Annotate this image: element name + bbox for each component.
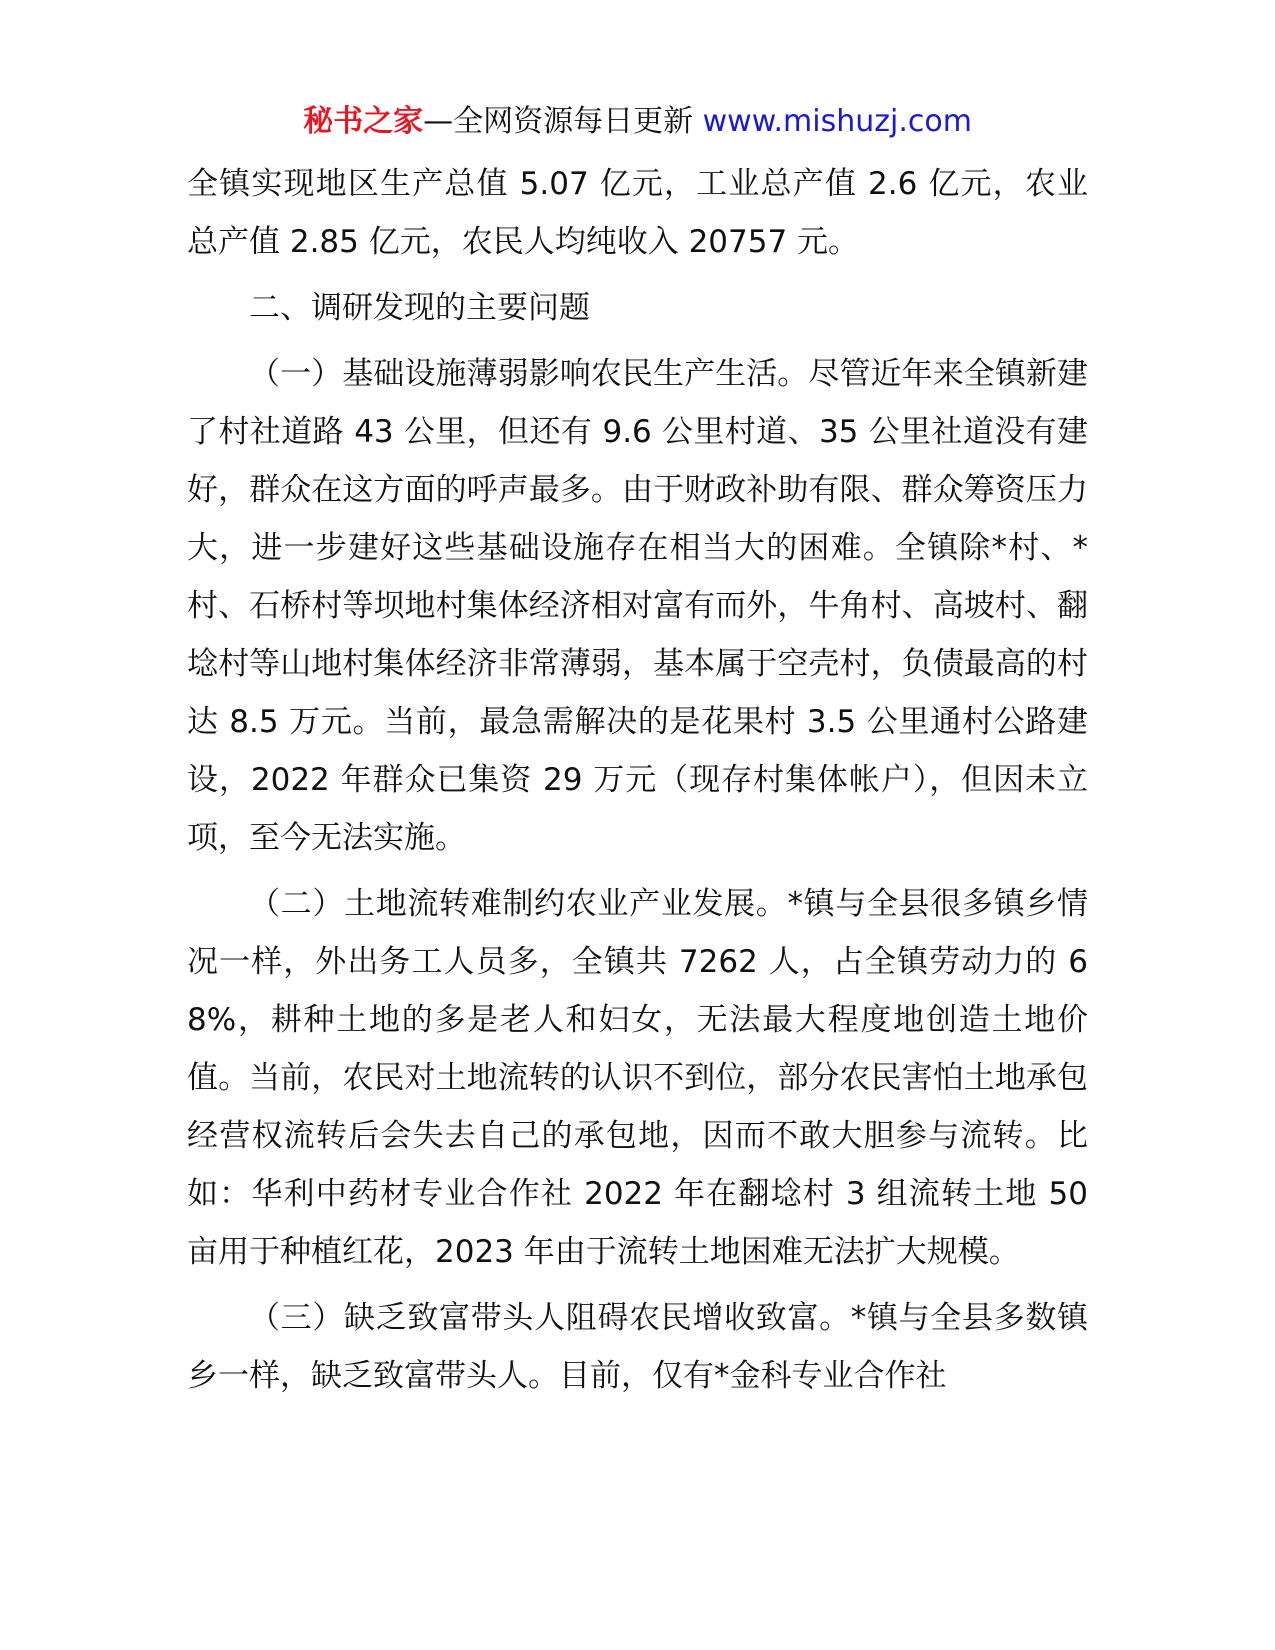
paragraph-land-transfer: （二）土地流转难制约农业产业发展。*镇与全县很多镇乡情况一样，外出务工人员多，全镇共 7262 人，占全镇劳动力的 68%，耕种土地的多是老人和妇女，无法最大程度地创造土地价值。当前，农民对土地流转的认识不到位，部分农民害怕土地承包经营权流转后会失去自己的承包地，因而不敢大胆参与流转。比如：华利中药材专业合作社 2022 年在翻埝村 3 组流转土地 50 亩用于种植红花，2023 年由于流转土地困难无法扩大规模。 <box>187 886 1088 1270</box>
header-tagline: —全网资源每日更新 <box>423 104 703 139</box>
paragraph-summary: 全镇实现地区生产总值 5.07 亿元，工业总产值 2.6 亿元，农业总产值 2.85 亿元，农民人均纯收入 20757 元。 <box>187 166 1088 260</box>
paragraph-infrastructure: （一）基础设施薄弱影响农民生产生活。尽管近年来全镇新建了村社道路 43 公里，但还有 9.6 公里村道、35 公里社道没有建好，群众在这方面的呼声最多。由于财政补助有限、群众筹资压力大，进一步建好这些基础设施存在相当大的困难。全镇除*村、*村、石桥村等坝地村集体经济相对富有而外，牛角村、高坡村、翻埝村等山地村集体经济非常薄弱，基本属于空壳村，负债最高的村达 8.5 万元。当前，最急需解决的是花果村 3.5 公里通村公路建设，2022 年群众已集资 29 万元（现存村集体帐户），但因未立项，至今无法实施。 <box>187 356 1088 856</box>
site-url-link[interactable]: www.mishuzj.com <box>702 104 972 139</box>
document-body <box>187 155 1088 1405</box>
site-header <box>0 100 1275 144</box>
paragraph-leaders: （三）缺乏致富带头人阻碍农民增收致富。*镇与全县多数镇乡一样，缺乏致富带头人。目前，仅有*金科专业合作社 <box>187 1300 1088 1394</box>
site-brand: 秘书之家 <box>303 104 424 139</box>
section-heading: 二、调研发现的主要问题 <box>249 290 590 326</box>
